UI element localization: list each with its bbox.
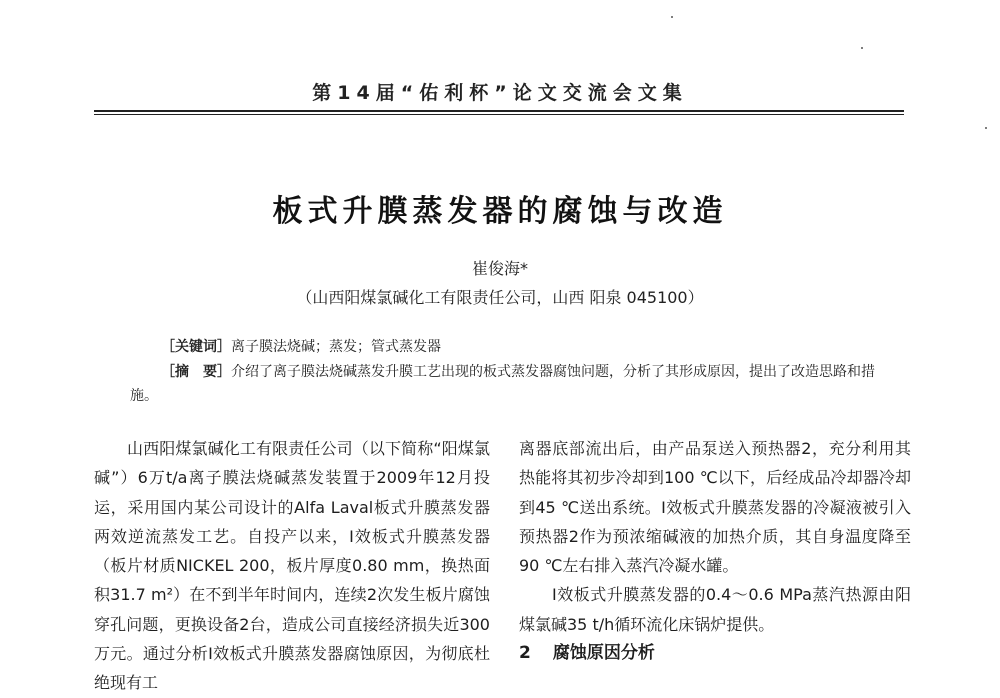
abstract-label: ［摘 要］ [161,364,231,380]
section-heading [519,639,911,668]
intro-paragraph: 山西阳煤氯碱化工有限责任公司（以下简称“阳煤氯碱”）6万t/a离子膜法烧碱蒸发装置于2009年12月投运，采用国内某公司设计的Alfa Laval板式升膜蒸发器两效逆流蒸发工艺。自投产以来，Ⅰ效板式升膜蒸发器（板片材质NICKEL 200，板片厚度0.80 mm，换热面积31.7 m²）在不到半年时间内，连续2次发生板片腐蚀穿孔问题，更换设备2台，造成公司直接经济损失近300万元。通过分析Ⅰ效板式升膜蒸发器腐蚀原因，为彻底杜绝现有工 [94,439,490,693]
abstract-text: 介绍了离子膜法烧碱蒸发升膜工艺出现的板式蒸发器腐蚀问题，分析了其形成原因，提出了改造思路和措施。 [130,364,875,404]
author-affiliation: （山西阳煤氯碱化工有限责任公司，山西 阳泉 045100） [296,288,704,307]
author-name: 崔俊海* [471,259,528,278]
body-column-right [519,434,911,668]
header-rule-thick [94,110,904,112]
scan-speck [861,47,863,49]
header-rule-thin [94,114,904,115]
body-column-left [94,434,490,698]
keywords-label: ［关键词］ [161,339,231,355]
paper-title: 板式升膜蒸发器的腐蚀与改造 [272,194,728,229]
section-number: 2 [519,643,531,664]
section-title: 腐蚀原因分析 [552,643,655,664]
steam-source-paragraph: Ⅰ效板式升膜蒸发器的0.4～0.6 MPa蒸汽热源由阳煤氯碱35 t/h循环流化床锅炉提供。 [519,585,911,634]
keywords-text: 离子膜法烧碱；蒸发；管式蒸发器 [231,339,441,355]
keywords-block [161,336,881,356]
running-header: 第14届“佑利杯”论文交流会文集 [312,82,688,104]
abstract-block [130,360,890,408]
scan-speck [985,127,987,129]
scan-speck [671,16,673,18]
process-paragraph: 离器底部流出后，由产品泵送入预热器2，充分利用其热能将其初步冷却到100 ℃以下，后经成品冷却器冷却到45 ℃送出系统。Ⅰ效板式升膜蒸发器的冷凝液被引入预热器2作为预浓缩碱液的加热介质，其自身温度降至90 ℃左右排入蒸汽冷凝水罐。 [519,439,911,576]
